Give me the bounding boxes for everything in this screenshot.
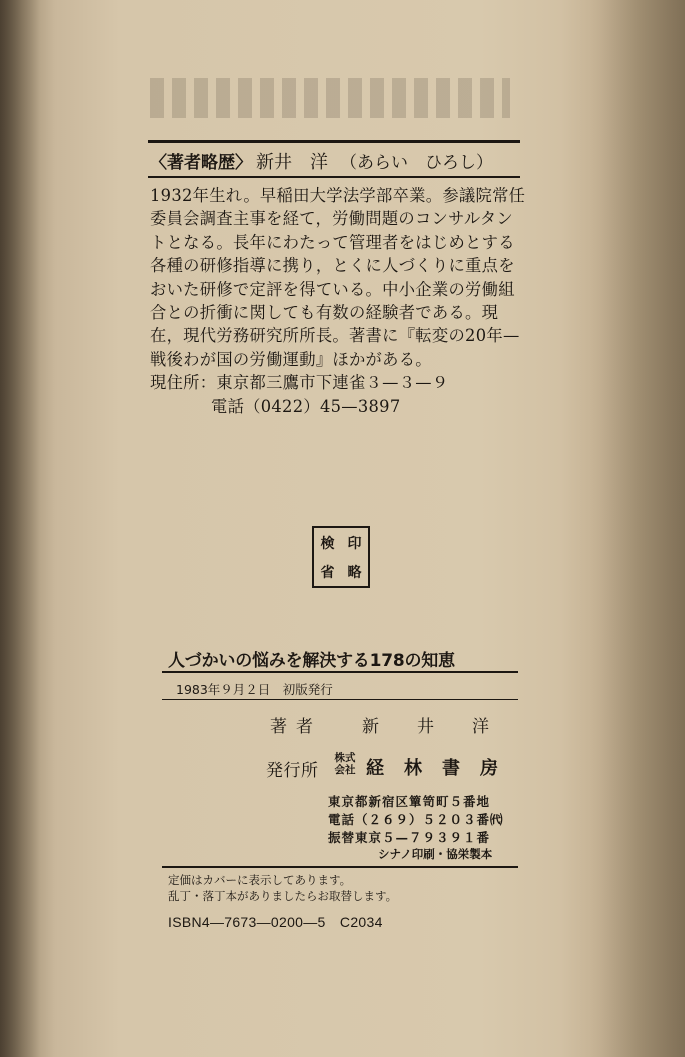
- price-notes: [168, 872, 528, 904]
- colophon-author-name: 新井洋: [362, 717, 527, 737]
- bio-address: 現住所：東京都三鷹市下連雀３—３—９: [150, 373, 449, 393]
- edition-rule: [162, 699, 518, 700]
- edition-date: 1983年９月２日 初版発行: [176, 682, 333, 697]
- author-name: 新井 洋: [256, 152, 328, 173]
- title-rule: [162, 671, 518, 673]
- kabushiki-bottom: 会社: [334, 764, 356, 776]
- author-role-label: 著者: [270, 717, 322, 737]
- bio-line: トとなる。長年にわたって管理者をはじめとする: [150, 232, 515, 252]
- colophon-bottom-rule: [162, 866, 518, 868]
- isbn-code: ISBN4—7673—0200—5 C2034: [168, 914, 383, 930]
- bio-line: 1932年生れ。早稲田大学法学部卒業。参議院常任: [150, 186, 526, 205]
- bio-line: 各種の研修指導に携り，とくに人づくりに重点を: [150, 256, 515, 276]
- bio-line: 戦後わが国の労働運動』ほかがある。: [150, 349, 432, 369]
- profile-label: 〈著者略歴〉: [150, 153, 252, 173]
- kabushiki-gaisha-mark: [330, 752, 360, 776]
- stamp-char: 印: [347, 535, 362, 552]
- spine-shadow: [0, 0, 40, 1057]
- publisher-name: 経林書房: [366, 758, 518, 779]
- seal-omitted-stamp: [312, 526, 370, 588]
- profile-top-rule: [148, 140, 520, 143]
- kabushiki-top: 株式: [334, 752, 356, 764]
- author-name-reading: （あらい ひろし）: [340, 153, 493, 173]
- bio-line: おいた研修で定評を得ている。中小企業の労働組: [150, 279, 515, 299]
- bio-line: 委員会調査主事を経て，労働問題のコンサルタン: [150, 209, 513, 229]
- stamp-char: 略: [347, 564, 362, 581]
- bio-line: 合との折衝に関しても有数の経験者である。現: [150, 302, 499, 322]
- publisher-transfer-account: 振替東京５—７９３９１番: [328, 830, 491, 845]
- profile-bottom-rule: [148, 176, 520, 178]
- publisher-address: 東京都新宿区簞笥町５番地: [328, 794, 491, 809]
- stamp-char: 検: [320, 535, 335, 552]
- stamp-char: 省: [320, 564, 335, 581]
- bio-phone: 電話（0422）45—3897: [211, 396, 401, 416]
- bio-line: 在，現代労務研究所所長。著書に『転変の20年—: [150, 326, 520, 346]
- printer-binder: シナノ印刷・協栄製本: [378, 847, 493, 861]
- author-profile-heading: [150, 148, 520, 172]
- show-through-text: [150, 78, 510, 118]
- publisher-phone: 電話（２６９）５２０３番㈹: [328, 812, 504, 827]
- publisher-role-label: 発行所: [266, 761, 319, 781]
- author-biography: [150, 184, 526, 418]
- page-edge-shadow: [590, 0, 685, 1057]
- note-line: 定価はカバーに表示してあります。: [168, 873, 352, 887]
- note-line: 乱丁・落丁本がありましたらお取替します。: [168, 889, 398, 903]
- book-title: 人づかいの悩みを解決する178の知恵: [168, 651, 455, 671]
